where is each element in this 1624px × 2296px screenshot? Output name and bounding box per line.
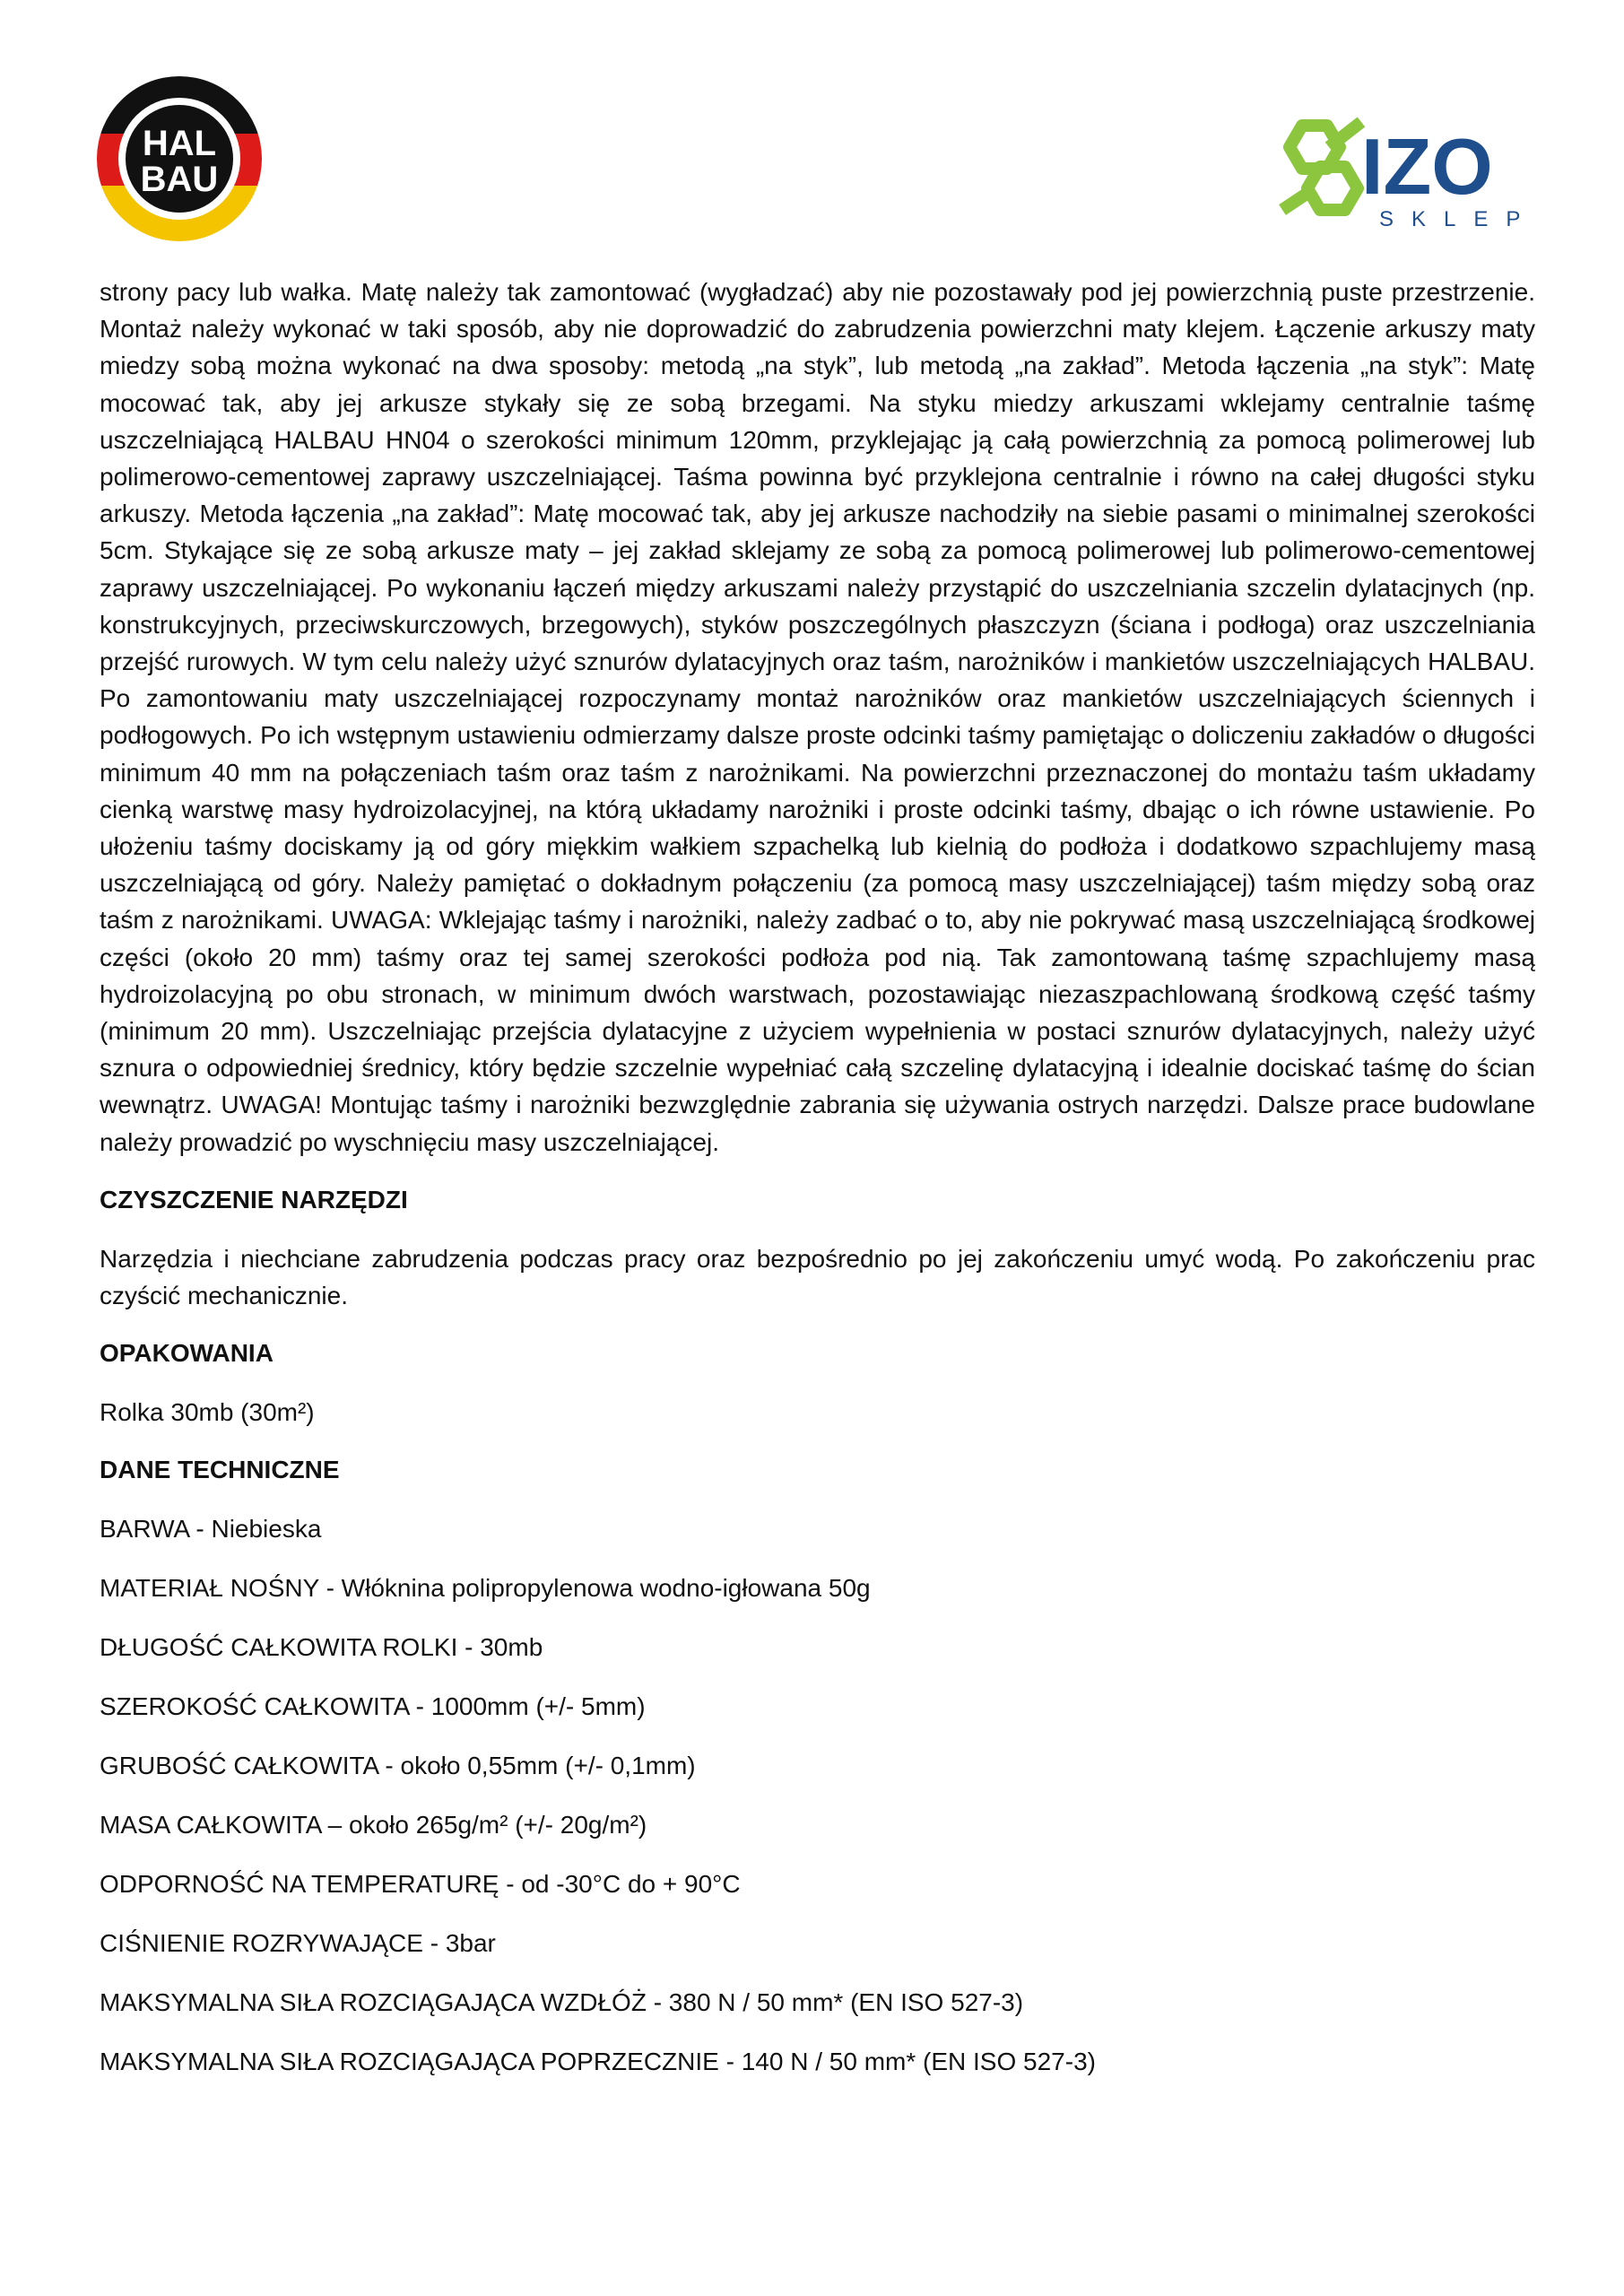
izo-hex-icon bbox=[1282, 122, 1361, 210]
halbau-logo-bottom-text: BAU bbox=[140, 160, 219, 199]
packaging-heading: OPAKOWANIA bbox=[100, 1339, 274, 1368]
spec-item: MAKSYMALNA SIŁA ROZCIĄGAJĄCA WZDŁÓŻ - 380 N / 50 mm* (EN ISO 527-3) bbox=[100, 1988, 1024, 2017]
spec-item: DŁUGOŚĆ CAŁKOWITA ROLKI - 30mb bbox=[100, 1633, 543, 1662]
spec-item: CIŚNIENIE ROZRYWAJĄCE - 3bar bbox=[100, 1929, 496, 1958]
spec-item: ODPORNOŚĆ NA TEMPERATURĘ - od -30°C do + 90°C bbox=[100, 1870, 741, 1899]
cleaning-heading: CZYSZCZENIE NARZĘDZI bbox=[100, 1185, 408, 1213]
technical-heading: DANE TECHNICZNE bbox=[100, 1456, 340, 1484]
spec-item: MATERIAŁ NOŚNY - Włóknina polipropylenowa wodno-igłowana 50g bbox=[100, 1574, 871, 1603]
cleaning-text: Narzędzia i niechciane zabrudzenia podczas pracy oraz bezpośrednio po jej zakończeniu umyć wodą. Po zakończeniu prac czyścić mechanicznie. bbox=[100, 1244, 1535, 1310]
document-body bbox=[100, 274, 1535, 2080]
izo-logo-text: IZO bbox=[1361, 122, 1493, 211]
technical-spec-list bbox=[100, 1510, 1535, 2080]
izo-sklep-logo bbox=[1273, 117, 1533, 233]
spec-item: SZEROKOŚĆ CAŁKOWITA - 1000mm (+/- 5mm) bbox=[100, 1692, 646, 1721]
installation-paragraph: strony pacy lub wałka. Matę należy tak zamontować (wygładzać) aby nie pozostawały pod jej powierzchnią puste przestrzenie. Montaż należy wykonać w taki sposób, aby nie doprowadzić do zabrudzenia powierzchni maty klejem. Łączenie arkuszy maty miedzy sobą można wykonać na dwa sposoby: metodą „na styk”, lub metodą „na zakład”. Metoda łączenia „na styk”: Matę mocować tak, aby jej arkusze stykały się ze sobą brzegami. Na styku miedzy arkuszami wklejamy centralnie taśmę uszczelniającą HALBAU HN04 o szerokości minimum 120mm, przyklejając ją całą powierzchnią za pomocą polimerowej lub polimerowo-cementowej zaprawy uszczelniającej. Taśma powinna być przyklejona centralnie i równo na całej długości styku arkuszy. Metoda łączenia „na zakład”: Matę mocować tak, aby jej arkusze nachodziły na siebie pasami o minimalnej szerokości 5cm. Stykające się ze sobą arkusze maty – jej zakład sklejamy ze sobą za pomocą polimerowej lub polimerowo-cementowej zaprawy uszczelniającej. Po wykonaniu łączeń między arkuszami należy przystąpić do uszczelniania szczelin dylatacjnych (np. konstrukcyjnych, przeciwskurczowych, brzegowych), styków poszczególnych płaszczyzn (ściana i podłoga) oraz uszczelniania przejść rurowych. W tym celu należy użyć sznurów dylatacyjnych oraz taśm, narożników i mankietów uszczelniających HALBAU. Po zamontowaniu maty uszczelniającej rozpoczynamy montaż narożników oraz mankietów uszczelniających ściennych i podłogowych. Po ich wstępnym ustawieniu odmierzamy dalsze proste odcinki taśmy pamiętając o doliczeniu zakładów o długości minimum 40 mm na połączeniach taśm oraz taśm z narożnikami. Na powierzchni przeznaczonej do montażu taśm układamy cienką warstwę masy hydroizolacyjnej, na którą układamy narożniki i proste odcinki taśmy, dbając o ich równe ustawienie. Po ułożeniu taśmy dociskamy ją od góry miękkim wałkiem szpachelką lub kielnią do podłoża i dodatkowo szpachlujemy masą uszczelniającą od góry. Należy pamiętać o dokładnym połączeniu (za pomocą masy uszczelniającej) taśm między sobą oraz taśm z narożnikami. UWAGA: Wklejając taśmy i narożniki, należy zadbać o to, aby nie pokrywać masą uszczelniającą środkowej części (około 20 mm) taśmy oraz tej samej szerokości podłoża pod nią. Tak zamontowaną taśmę szpachlujemy masą hydroizolacyjną po obu stronach, w minimum dwóch warstwach, pozostawiając niezaszpachlowaną środkową część taśmy (minimum 20 mm). Uszczelniając przejścia dylatacyjne z użyciem wypełnienia w postaci sznurów dylatacyjnych, należy użyć sznura o odpowiedniej średnicy, który będzie szczelnie wypełniać całą szczelinę dylatacyjną i idealnie dociskać taśmę do ścian wewnątrz. UWAGA! Montując taśmy i narożniki bezwzględnie zabrania się używania ostrych narzędzi. Dalsze prace budowlane należy prowadzić po wyschnięciu masy uszczelniającej. bbox=[100, 278, 1535, 1156]
packaging-text: Rolka 30mb (30m²) bbox=[100, 1398, 315, 1427]
spec-item: GRUBOŚĆ CAŁKOWITA - około 0,55mm (+/- 0,1mm) bbox=[100, 1752, 696, 1780]
izo-logo-subtext: SKLEP bbox=[1379, 207, 1533, 231]
halbau-logo bbox=[95, 74, 264, 243]
spec-item: MASA CAŁKOWITA – około 265g/m² (+/- 20g/m²) bbox=[100, 1811, 647, 1839]
spec-item: BARWA - Niebieska bbox=[100, 1515, 322, 1544]
spec-item: MAKSYMALNA SIŁA ROZCIĄGAJĄCA POPRZECZNIE - 140 N / 50 mm* (EN ISO 527-3) bbox=[100, 2048, 1096, 2076]
halbau-logo-top-text: HAL bbox=[142, 124, 217, 163]
